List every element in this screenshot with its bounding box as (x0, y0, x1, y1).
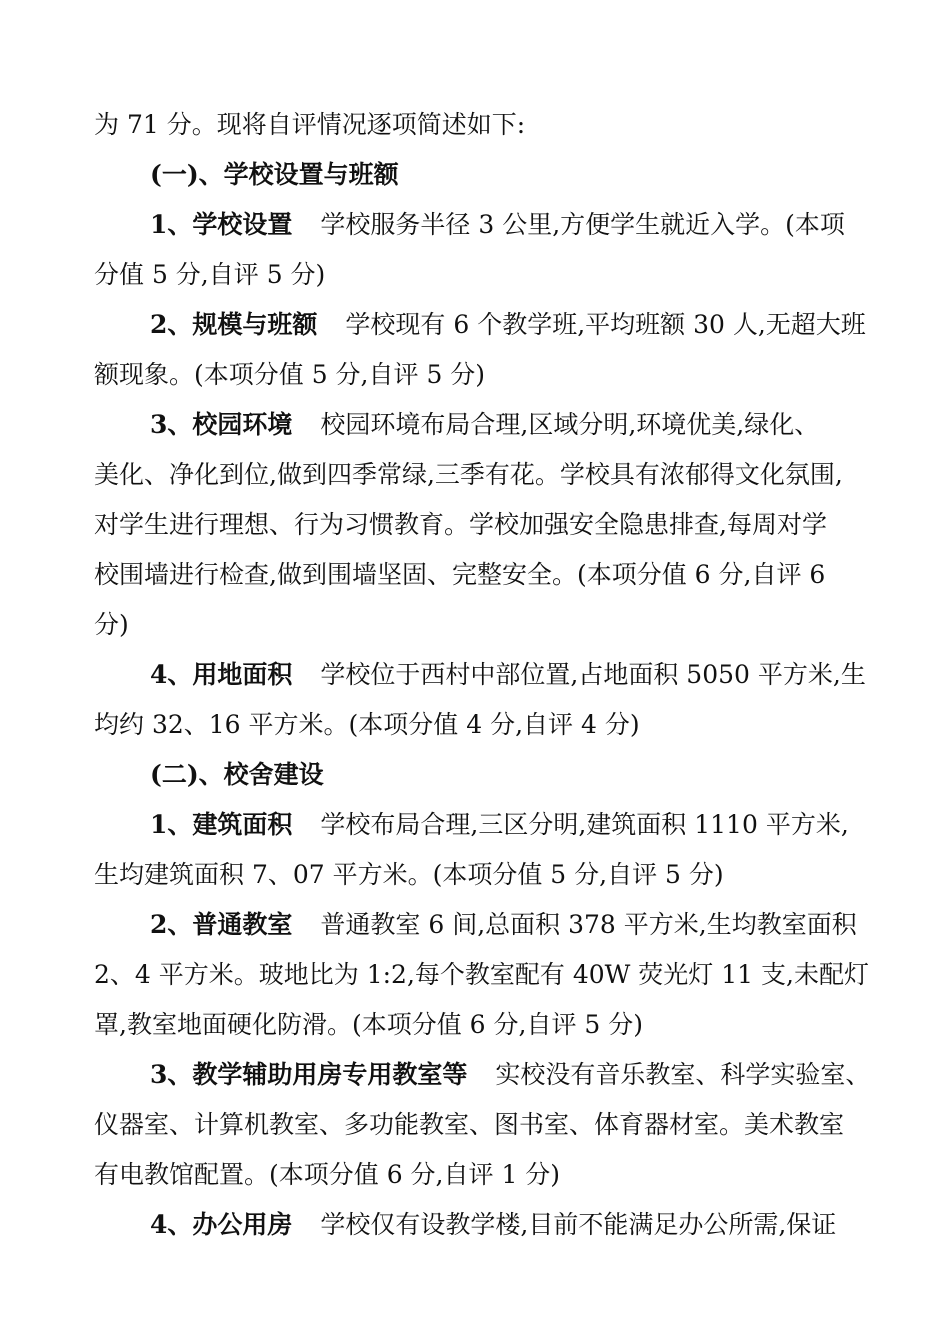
item-text: 学校服务半径 3 公里,方便学生就近入学。(本项 (320, 210, 845, 239)
item-text: 学校位于西村中部位置,占地面积 5050 平方米,生 (320, 660, 866, 689)
section-heading-2: (二)、校舍建设 (150, 760, 324, 789)
item-land-area (150, 650, 950, 700)
item-text-cont: 分) (94, 610, 129, 639)
item-text-cont: 分值 5 分,自评 5 分) (94, 260, 326, 289)
item-text-cont: 有电教馆配置。(本项分值 6 分,自评 1 分) (94, 1160, 561, 1189)
item-text-cont: 生均建筑面积 7、07 平方米。(本项分值 5 分,自评 5 分) (94, 860, 724, 889)
item-text-cont: 额现象。(本项分值 5 分,自评 5 分) (94, 360, 486, 389)
item-title: 2、规模与班额 (150, 310, 318, 339)
item-text-cont: 罩,教室地面硬化防滑。(本项分值 6 分,自评 5 分) (94, 1010, 644, 1039)
item-school-setting (150, 200, 950, 250)
item-text: 学校仅有设教学楼,目前不能满足办公所需,保证 (320, 1210, 837, 1239)
intro-line: 为 71 分。现将自评情况逐项简述如下: (94, 110, 526, 139)
item-title: 3、教学辅助用房专用教室等 (150, 1060, 468, 1089)
item-classrooms (150, 900, 950, 950)
item-title: 4、用地面积 (150, 660, 293, 689)
item-text-cont: 对学生进行理想、行为习惯教育。学校加强安全隐患排查,每周对学 (94, 510, 827, 539)
item-text-cont: 美化、净化到位,做到四季常绿,三季有花。学校具有浓郁得文化氛围, (94, 460, 843, 489)
item-scale-class-size (150, 300, 950, 350)
item-building-area (150, 800, 950, 850)
item-title: 4、办公用房 (150, 1210, 293, 1239)
item-text: 学校现有 6 个教学班,平均班额 30 人,无超大班 (345, 310, 866, 339)
section-heading-1: (一)、学校设置与班额 (150, 160, 399, 189)
item-campus-environment (150, 400, 950, 450)
item-text: 学校布局合理,三区分明,建筑面积 1110 平方米, (320, 810, 849, 839)
item-text-cont: 校围墙进行检查,做到围墙坚固、完整安全。(本项分值 6 分,自评 6 (94, 560, 826, 589)
item-auxiliary-rooms (150, 1050, 950, 1100)
item-title: 1、建筑面积 (150, 810, 293, 839)
item-title: 2、普通教室 (150, 910, 293, 939)
item-office-rooms (150, 1200, 950, 1250)
item-text-cont: 均约 32、16 平方米。(本项分值 4 分,自评 4 分) (94, 710, 640, 739)
item-text-cont: 2、4 平方米。玻地比为 1:2,每个教室配有 40W 荧光灯 11 支,未配灯 (94, 960, 869, 989)
item-text-cont: 仪器室、计算机教室、多功能教室、图书室、体育器材室。美术教室 (94, 1110, 845, 1139)
item-title: 3、校园环境 (150, 410, 293, 439)
item-text: 普通教室 6 间,总面积 378 平方米,生均教室面积 (320, 910, 857, 939)
item-title: 1、学校设置 (150, 210, 293, 239)
item-text: 校园环境布局合理,区域分明,环境优美,绿化、 (320, 410, 820, 439)
item-text: 实校没有音乐教室、科学实验室、 (495, 1060, 871, 1089)
